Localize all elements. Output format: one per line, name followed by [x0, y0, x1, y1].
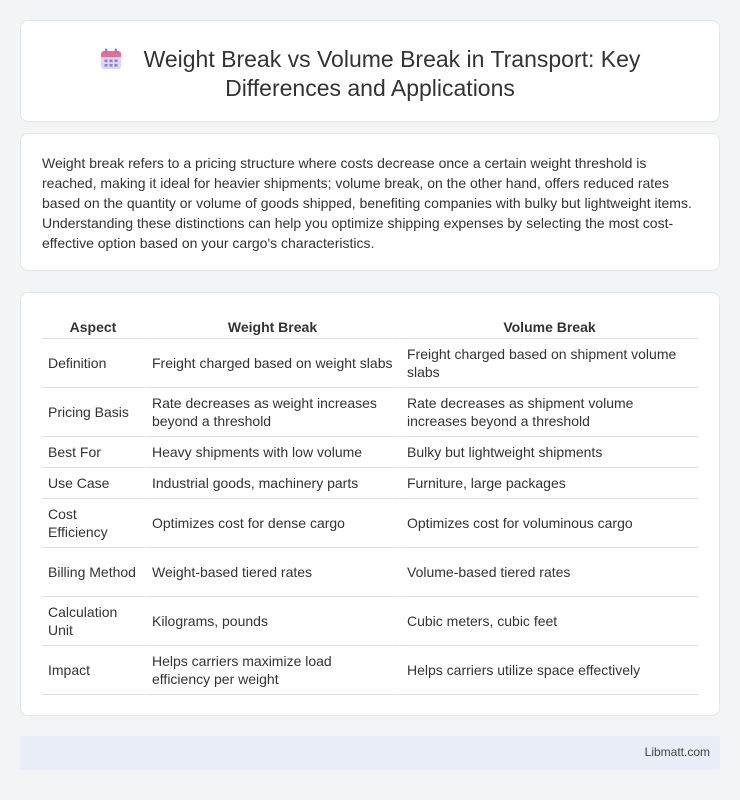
intro-paragraph: Weight break refers to a pricing structure where costs decrease once a certain weight threshold is reached, making it ideal for heavier shipments; volume break, on the other hand, offers reduced rates based on the quantity or volume of goods shipped, benefiting companies with bulky but lightweight items. Understanding these distinctions can help you optimize shipping expenses by selecting the most cost-effective option based on your cargo's characteristics.: [42, 155, 692, 251]
header-aspect: Aspect: [42, 315, 144, 339]
header-volume-break: Volume Break: [399, 315, 698, 339]
row-aspect: Cost Efficiency: [42, 499, 144, 548]
row-volume-break: Rate decreases as shipment volume increases beyond a threshold: [399, 388, 698, 437]
page-title: Weight Break vs Volume Break in Transport: Key Differences and Applications: [143, 46, 641, 101]
table-row: [42, 339, 698, 388]
table-row: [42, 597, 698, 646]
row-aspect: Calculation Unit: [42, 597, 144, 646]
row-weight-break: Heavy shipments with low volume: [144, 437, 399, 468]
row-aspect: Impact: [42, 646, 144, 695]
table-row: [42, 388, 698, 437]
table-row: [42, 548, 698, 597]
intro-card: [20, 133, 720, 271]
row-volume-break: Helps carriers utilize space effectively: [399, 646, 698, 695]
footer-site-link[interactable]: Libmatt.com: [644, 745, 710, 759]
row-aspect: Best For: [42, 437, 144, 468]
row-volume-break: Cubic meters, cubic feet: [399, 597, 698, 646]
table-header-row: [42, 315, 698, 339]
table-row: [42, 646, 698, 695]
row-volume-break: Bulky but lightweight shipments: [399, 437, 698, 468]
row-weight-break: Kilograms, pounds: [144, 597, 399, 646]
row-weight-break: Helps carriers maximize load efficiency per weight: [144, 646, 399, 695]
row-volume-break: Furniture, large packages: [399, 468, 698, 499]
comparison-table: [42, 315, 698, 695]
row-aspect: Use Case: [42, 468, 144, 499]
row-aspect: Billing Method: [42, 548, 144, 597]
row-weight-break: Weight-based tiered rates: [144, 548, 399, 597]
row-volume-break: Volume-based tiered rates: [399, 548, 698, 597]
table-row: [42, 499, 698, 548]
row-weight-break: Industrial goods, machinery parts: [144, 468, 399, 499]
table-row: [42, 437, 698, 468]
row-weight-break: Freight charged based on weight slabs: [144, 339, 399, 388]
title-card: [20, 20, 720, 122]
row-weight-break: Rate decreases as weight increases beyond a threshold: [144, 388, 399, 437]
footer-bar: [20, 736, 720, 770]
row-weight-break: Optimizes cost for dense cargo: [144, 499, 399, 548]
row-aspect: Pricing Basis: [42, 388, 144, 437]
header-weight-break: Weight Break: [144, 315, 399, 339]
row-volume-break: Optimizes cost for voluminous cargo: [399, 499, 698, 548]
table-row: [42, 468, 698, 499]
page-title-wrap: [21, 45, 719, 103]
row-aspect: Definition: [42, 339, 144, 388]
row-volume-break: Freight charged based on shipment volume slabs: [399, 339, 698, 388]
calendar-icon: [100, 48, 122, 70]
comparison-card: [20, 292, 720, 716]
